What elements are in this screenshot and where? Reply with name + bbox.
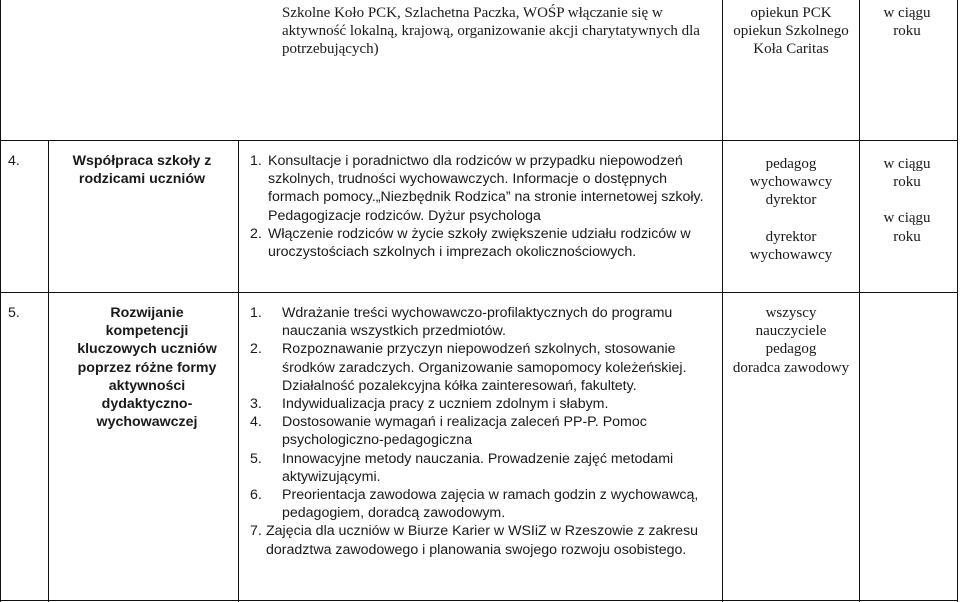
prev-row-term	[860, 4, 954, 40]
list-item	[250, 486, 710, 522]
responsible-line: opiekun PCK	[750, 5, 832, 21]
row4-number: 4.	[8, 153, 20, 169]
item-text: Indywidualizacja pracy z uczniem zdolnym i słabym.	[282, 396, 609, 413]
item-text: Rozpoznawanie przyczyn niepowodzeń szkolnych, stosowanie środków zaradczych. Organizowanie samopomocy koleżeńskiej. Działalność pozalekcyjna kółka zainteresowań, fakultety.	[282, 341, 687, 394]
item-number: 3.	[250, 396, 262, 413]
list-item	[250, 395, 710, 413]
row5-responsible	[723, 304, 859, 377]
row4-term	[860, 155, 954, 246]
responsible-line: dyrektor	[765, 192, 817, 209]
item-text: Konsultacje i poradnictwo dla rodziców w przypadku niepowodzeń szkolnych, trudności wychowawczych. Informacje o dostępnych formach pomocy.„Niezbędnik Rodzica” na stronie internetowej szkoły. Pedagogizacje rodziców. Dyżur psychologa	[268, 153, 704, 224]
list-item	[250, 522, 710, 558]
row5-number: 5.	[8, 305, 20, 321]
item-text: Wdrażanie treści wychowawczo-profilaktycznych do programu nauczania wszystkich przedmiotów.	[282, 305, 673, 340]
list-item	[250, 152, 710, 225]
spacer	[860, 191, 954, 209]
row5-tasks	[250, 304, 710, 559]
item-text: Zajęcia dla uczniów w Biurze Karier w WSIiZ w Rzeszowie z zakresu doradztwa zawodowego i planowania swojego rozwoju osobistego.	[266, 523, 699, 558]
row4-responsible	[723, 155, 859, 264]
list-item	[250, 413, 710, 449]
list-item	[250, 225, 710, 261]
item-number: 7.	[250, 523, 262, 540]
term-line: w ciągu	[883, 156, 931, 172]
table-border-right	[957, 0, 958, 602]
row4-area: Współpraca szkoły z rodzicami uczniów	[72, 153, 212, 188]
spacer	[723, 210, 859, 228]
list-item	[250, 450, 710, 486]
term-line: roku	[893, 228, 921, 245]
item-text: Preorientacja zawodowa zajęcia w ramach godzin z wychowawcą, pedagogiem, doradcą zawodowym.	[282, 487, 699, 522]
item-number: 5.	[250, 450, 262, 467]
row4-tasks	[250, 152, 710, 261]
term-line: w ciągu	[883, 5, 931, 21]
item-text: Dostosowanie wymagań i realizacja zaleceń PP-P. Pomoc psychologiczno-pedagogiczna	[282, 414, 647, 449]
term-line: roku	[893, 174, 921, 191]
responsible-line: dyrektor	[765, 228, 817, 245]
responsible-line: wszyscy	[765, 305, 817, 321]
column-divider-area	[238, 140, 239, 602]
prev-row-responsible	[723, 4, 859, 59]
table-border-bottom	[0, 600, 958, 601]
prev-row-task: Szkolne Koło PCK, Szlachetna Paczka, WOŚP włączanie się w aktywność lokalną, krajową, organizowanie akcji charytatywnych dla potrzebujących)	[282, 5, 700, 58]
column-divider-number	[48, 140, 49, 602]
term-line: roku	[893, 23, 921, 40]
item-number: 1.	[250, 153, 262, 169]
responsible-line: wychowawcy	[749, 174, 833, 191]
list-item	[250, 304, 710, 340]
row5-area: Rozwijanie kompetencji kluczowych uczniów poprzez różne formy aktywności dydaktyczno-wychowawczej	[77, 305, 217, 431]
item-number: 2.	[250, 341, 262, 358]
responsible-line: wychowawcy	[749, 246, 833, 263]
item-number: 6.	[250, 487, 262, 504]
responsible-line: pedagog	[765, 341, 817, 358]
responsible-line: opiekun Szkolnego Koła Caritas	[733, 23, 849, 58]
list-item	[250, 340, 710, 395]
responsible-line: pedagog	[765, 156, 817, 172]
item-number: 4.	[250, 414, 262, 431]
responsible-line: doradca zawodowy	[732, 359, 850, 376]
term-line: w ciągu	[883, 210, 931, 227]
item-number: 1.	[250, 305, 262, 321]
responsible-line: nauczyciele	[755, 323, 827, 340]
row-divider-2	[0, 292, 958, 293]
column-divider-tasks	[722, 0, 723, 602]
table-border-left	[0, 0, 1, 602]
row-divider-1	[0, 140, 958, 141]
item-number: 2.	[250, 225, 262, 242]
item-text: Włączenie rodziców w życie szkoły zwiększenie udziału rodziców w uroczystościach szkolnych i imprezach okolicznościowych.	[268, 225, 691, 261]
item-text: Innowacyjne metody nauczania. Prowadzenie zajęć metodami aktywizującymi.	[282, 450, 674, 485]
column-divider-responsible	[859, 0, 860, 602]
